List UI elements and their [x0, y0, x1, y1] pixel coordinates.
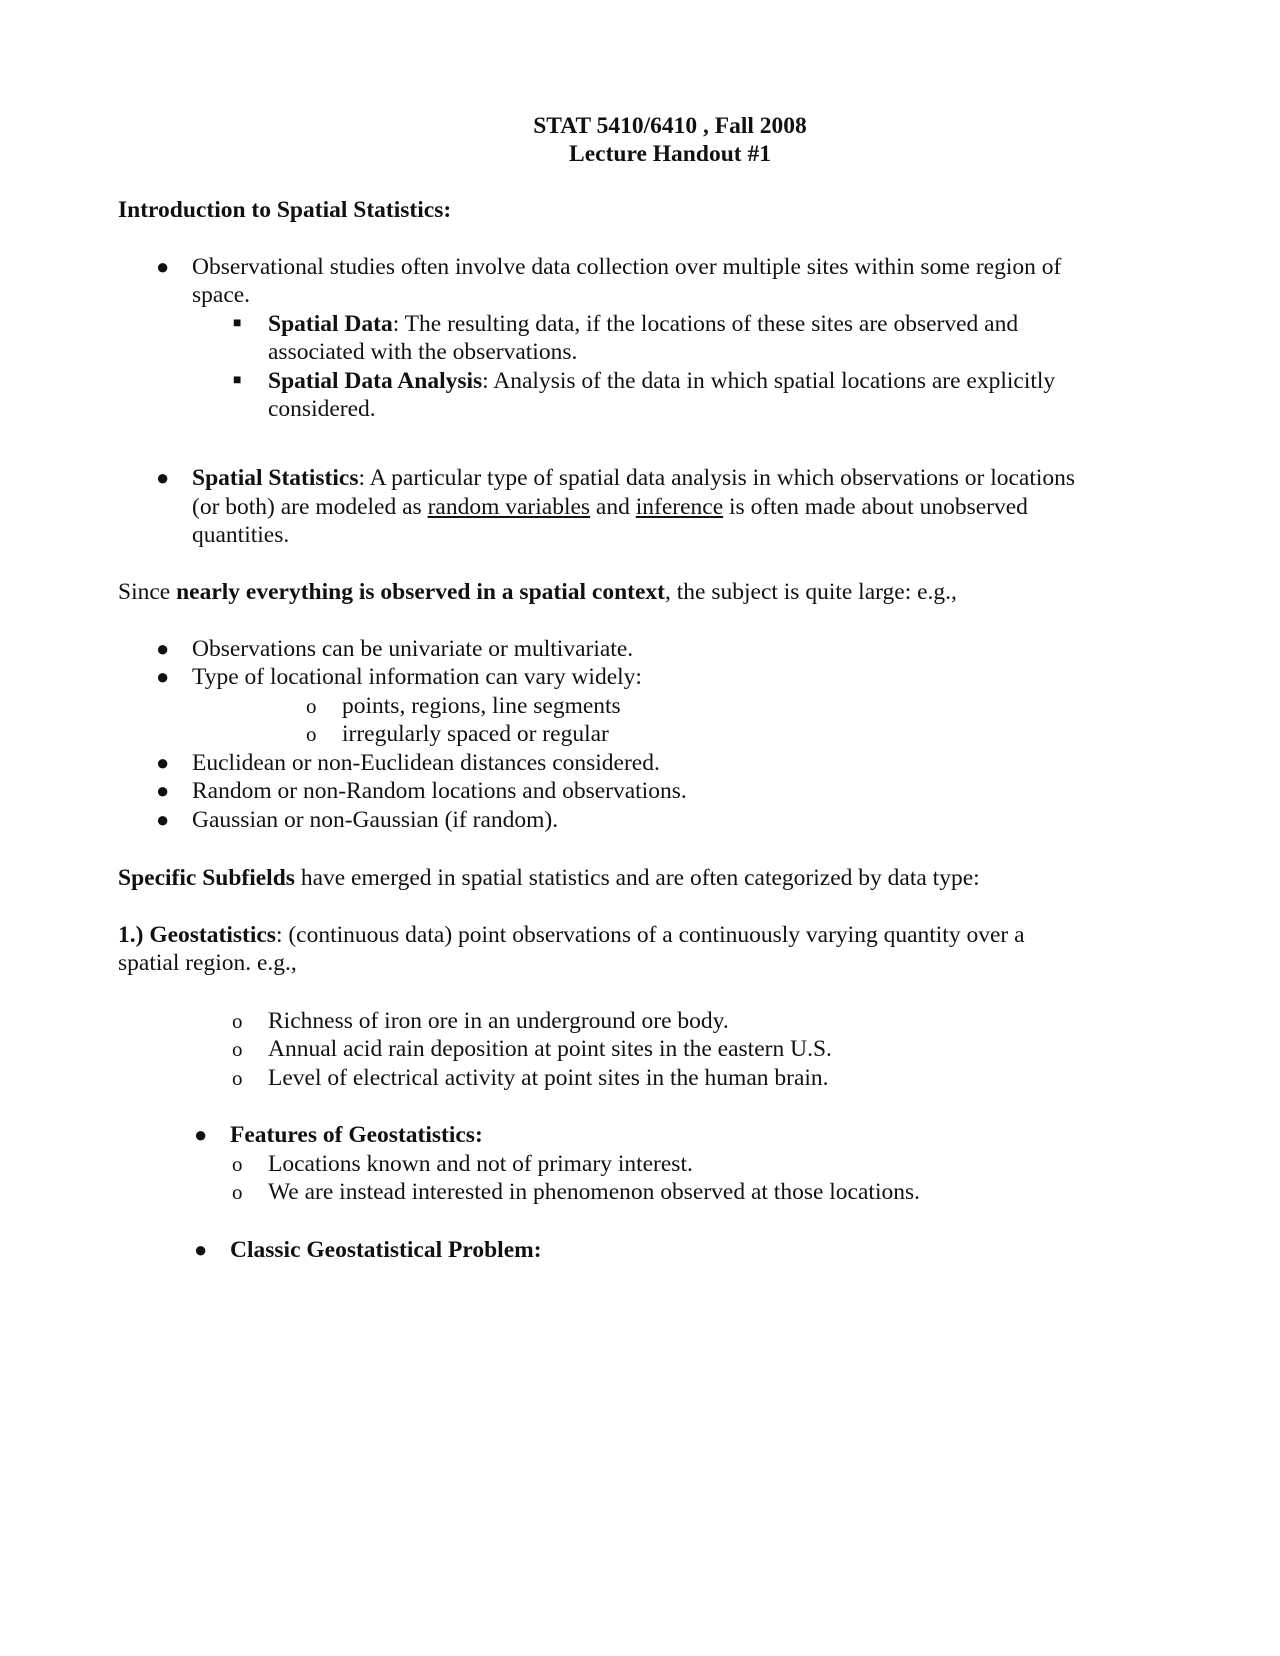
classic-problem-heading: Classic Geostatistical Problem:	[230, 1237, 542, 1263]
underlined-term: random variables	[427, 494, 591, 520]
list-item: Euclidean or non-Euclidean distances considered.	[192, 750, 660, 776]
circle-bullet-marker: o	[306, 722, 317, 746]
text-run: is often made about unobserved	[723, 494, 1028, 520]
text-run: , the subject is quite large: e.g.,	[665, 579, 957, 605]
bullet-marker: ●	[156, 465, 170, 490]
section-number-heading: 1.) Geostatistics	[118, 922, 276, 948]
definition-text	[192, 493, 1028, 522]
paragraph-subfields	[118, 864, 980, 893]
emphasis: Specific Subfields	[118, 865, 295, 891]
term: Spatial Data	[268, 311, 393, 337]
definition-spatial-statistics	[192, 464, 1075, 493]
feature-item: We are instead interested in phenomenon observed at those locations.	[268, 1179, 920, 1205]
list-item: Observations can be univariate or multivariate.	[192, 636, 634, 662]
circle-bullet-marker: o	[232, 1152, 243, 1176]
square-bullet-marker: ■	[233, 316, 242, 331]
list-item: Gaussian or non-Gaussian (if random).	[192, 807, 559, 833]
example-item: Richness of iron ore in an underground ore body.	[268, 1008, 729, 1034]
text-run: (or both) are modeled as	[192, 494, 428, 520]
list-item: Type of locational information can vary widely:	[192, 664, 642, 690]
features-heading: Features of Geostatistics:	[230, 1122, 483, 1148]
definition-text: considered.	[268, 396, 376, 422]
example-item: Level of electrical activity at point sites in the human brain.	[268, 1065, 829, 1091]
text-run: and	[590, 494, 636, 520]
feature-item: Locations known and not of primary interest.	[268, 1151, 693, 1177]
circle-bullet-marker: o	[232, 1009, 243, 1033]
definition-spatial-data-analysis	[268, 367, 1055, 396]
definition-text: associated with the observations.	[268, 339, 578, 365]
square-bullet-marker: ■	[233, 373, 242, 388]
bullet-marker: ●	[156, 664, 170, 689]
text-run: have emerged in spatial statistics and are often categorized by data type:	[294, 865, 980, 891]
definition-text: : A particular type of spatial data analysis in which observations or locations	[358, 465, 1076, 491]
circle-bullet-marker: o	[306, 694, 317, 718]
paragraph-since	[118, 578, 957, 607]
circle-bullet-marker: o	[232, 1180, 243, 1204]
text-run: : (continuous data) point observations of a continuously varying quantity over a	[275, 922, 1025, 948]
bullet-marker: ●	[156, 254, 170, 279]
bullet-text: Observational studies often involve data collection over multiple sites within some region of	[192, 254, 1062, 280]
definition-text: : Analysis of the data in which spatial locations are explicitly	[482, 368, 1056, 394]
paragraph-text: spatial region. e.g.,	[118, 950, 297, 976]
example-item: Annual acid rain deposition at point sites in the eastern U.S.	[268, 1036, 832, 1062]
bullet-marker: ●	[194, 1237, 208, 1262]
section-geostatistics	[118, 921, 1025, 950]
bullet-marker: ●	[156, 778, 170, 803]
list-subitem: points, regions, line segments	[342, 693, 621, 719]
document-title: STAT 5410/6410 , Fall 2008	[533, 113, 807, 139]
bullet-marker: ●	[156, 807, 170, 832]
term: Spatial Data Analysis	[268, 368, 483, 394]
bullet-text: space.	[192, 282, 251, 308]
emphasis: nearly everything is observed in a spatial context	[176, 579, 665, 605]
bullet-marker: ●	[156, 750, 170, 775]
text-run: Since	[118, 579, 177, 605]
underlined-term: inference	[635, 494, 724, 520]
definition-text: quantities.	[192, 522, 290, 548]
bullet-marker: ●	[156, 636, 170, 661]
circle-bullet-marker: o	[232, 1066, 243, 1090]
circle-bullet-marker: o	[232, 1037, 243, 1061]
section-heading-intro: Introduction to Spatial Statistics:	[118, 197, 452, 223]
definition-text: : The resulting data, if the locations of these sites are observed and	[392, 311, 1019, 337]
definition-spatial-data	[268, 310, 1018, 339]
term: Spatial Statistics	[192, 465, 359, 491]
list-subitem: irregularly spaced or regular	[342, 721, 609, 747]
document-subtitle: Lecture Handout #1	[569, 141, 771, 167]
bullet-marker: ●	[194, 1122, 208, 1147]
list-item: Random or non-Random locations and observations.	[192, 778, 687, 804]
